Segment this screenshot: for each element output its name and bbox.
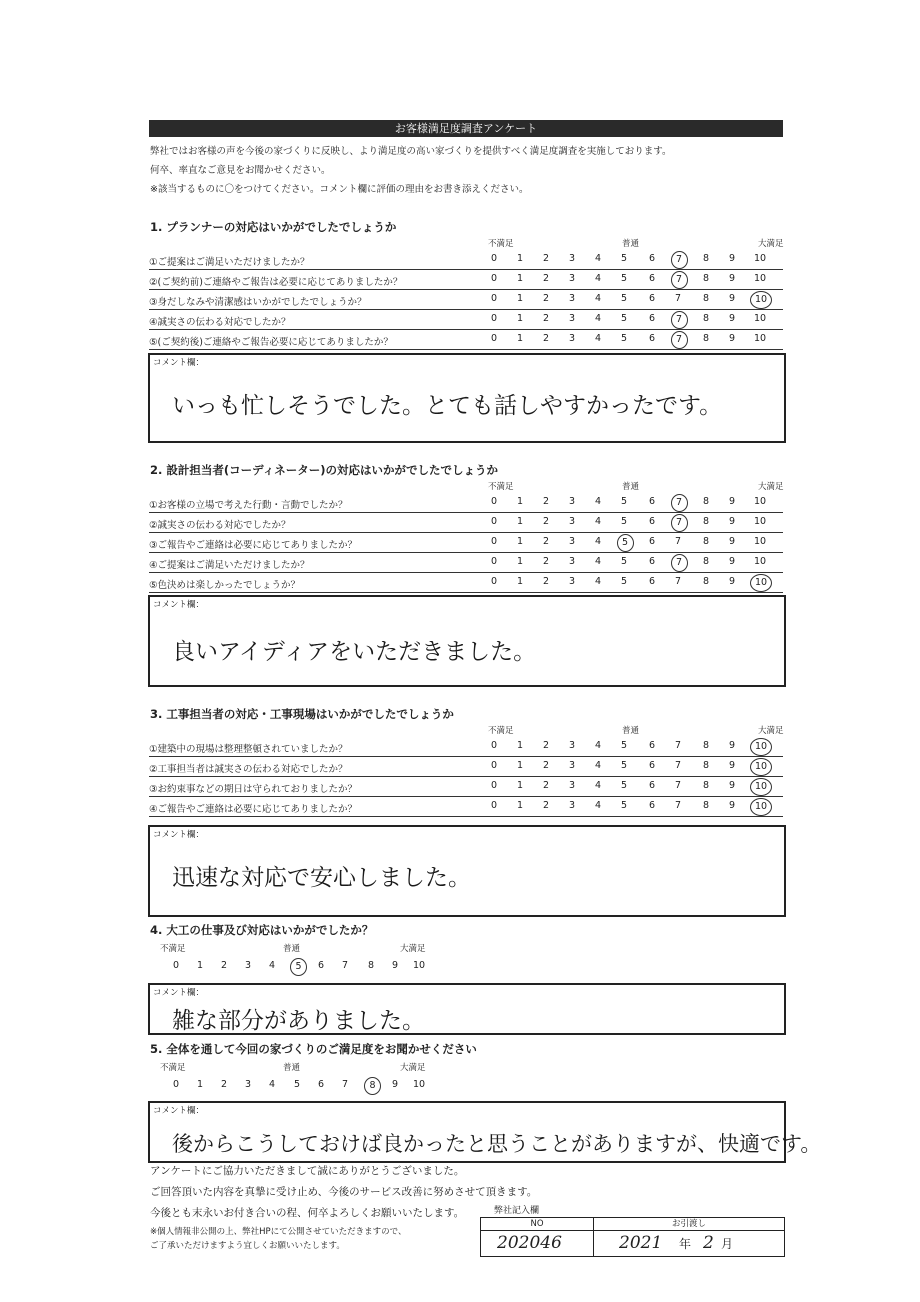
rating-option[interactable]: 0 (172, 960, 180, 971)
question-row (149, 331, 783, 350)
rating-option[interactable]: 4 (594, 496, 602, 507)
selected-rating-option[interactable]: 7 (671, 251, 688, 269)
rating-option[interactable]: 6 (648, 273, 656, 284)
scale-low-label: 不満足 (160, 1063, 186, 1073)
rating-option[interactable]: 8 (702, 496, 710, 507)
selected-rating-option[interactable]: 10 (750, 738, 772, 756)
rating-option[interactable]: 0 (490, 253, 498, 264)
no-header: NO (481, 1218, 593, 1231)
question-text: ③ご報告やご連絡は必要に応じてありましたか？ (149, 540, 358, 551)
footer-line-3: 今後とも末永いお付き合いの程、何卒よろしくお願いいたします。 (150, 1207, 465, 1219)
question-text: ⑤(ご契約後)ご連絡やご報告必要に応じてありましたか？ (149, 337, 393, 348)
question-text: ④ご報告やご連絡は必要に応じてありましたか？ (149, 804, 358, 815)
rating-option[interactable]: 2 (542, 740, 550, 751)
rating-option[interactable]: 9 (728, 556, 736, 567)
rating-option[interactable]: 2 (542, 273, 550, 284)
intro-line-3: ※該当するものに〇をつけてください。コメント欄に評価の理由をお書き添えください。 (150, 184, 529, 195)
rating-option[interactable]: 5 (620, 253, 628, 264)
handover-month: 2 (703, 1233, 714, 1253)
rating-option[interactable]: 9 (728, 740, 736, 751)
rating-option[interactable]: 0 (490, 273, 498, 284)
rating-option[interactable]: 1 (516, 253, 524, 264)
selected-rating-option[interactable]: 10 (750, 574, 772, 592)
rating-option[interactable]: 4 (268, 960, 276, 971)
rating-option[interactable]: 0 (490, 293, 498, 304)
rating-option[interactable]: 10 (753, 253, 767, 264)
rating-option[interactable]: 6 (648, 556, 656, 567)
rating-option[interactable]: 6 (648, 760, 656, 771)
question-text: ①建築中の現場は整理整頓されていましたか？ (149, 744, 348, 755)
selected-rating-option[interactable]: 7 (671, 554, 688, 572)
rating-option[interactable]: 4 (594, 253, 602, 264)
handover-header: お引渡し (594, 1218, 784, 1231)
selected-rating-option[interactable]: 10 (750, 798, 772, 816)
rating-option[interactable]: 7 (674, 740, 682, 751)
question-text: ①お客様の立場で考えた行動・言動でしたか？ (149, 500, 348, 511)
rating-option[interactable]: 1 (516, 516, 524, 527)
rating-option[interactable]: 2 (542, 536, 550, 547)
section-1-heading: 1. プランナーの対応はいかがでしたでしょうか (150, 220, 397, 234)
rating-option[interactable]: 3 (568, 780, 576, 791)
rating-option[interactable]: 3 (568, 536, 576, 547)
scale-low-label: 不満足 (488, 726, 514, 736)
rating-option[interactable]: 1 (196, 1079, 204, 1090)
section-4-comment-box[interactable] (148, 983, 786, 1035)
rating-option[interactable]: 9 (728, 576, 736, 587)
rating-option[interactable]: 10 (753, 516, 767, 527)
rating-option[interactable]: 7 (674, 576, 682, 587)
rating-option[interactable]: 10 (753, 536, 767, 547)
year-unit: 年 (679, 1237, 692, 1251)
rating-option[interactable]: 6 (648, 780, 656, 791)
comment-label: コメント欄： (153, 830, 205, 840)
rating-option[interactable]: 6 (317, 960, 325, 971)
rating-option[interactable]: 6 (648, 740, 656, 751)
rating-option[interactable]: 3 (568, 800, 576, 811)
section-2-comment-box[interactable] (148, 595, 786, 687)
rating-option[interactable]: 8 (702, 800, 710, 811)
question-text: ④ご提案はご満足いただけましたか？ (149, 560, 310, 571)
rating-option[interactable]: 7 (674, 536, 682, 547)
selected-rating-option[interactable]: 5 (617, 534, 634, 552)
rating-option[interactable]: 1 (516, 333, 524, 344)
rating-option[interactable]: 3 (568, 293, 576, 304)
question-row (149, 738, 783, 757)
rating-option[interactable]: 4 (594, 536, 602, 547)
rating-option[interactable]: 2 (542, 293, 550, 304)
rating-option[interactable]: 2 (220, 1079, 228, 1090)
rating-option[interactable]: 10 (412, 1079, 426, 1090)
comment-label: コメント欄： (153, 1106, 205, 1116)
section-3-comment-text: 迅速な対応で安心しました。 (172, 865, 471, 891)
rating-option[interactable]: 3 (244, 1079, 252, 1090)
rating-option[interactable]: 8 (367, 960, 375, 971)
rating-option[interactable]: 3 (568, 516, 576, 527)
rating-option[interactable]: 9 (728, 293, 736, 304)
rating-option[interactable]: 8 (702, 536, 710, 547)
selected-rating-option[interactable]: 7 (671, 494, 688, 512)
rating-option[interactable]: 6 (648, 516, 656, 527)
rating-option[interactable]: 8 (702, 293, 710, 304)
selected-rating-option[interactable]: 7 (671, 311, 688, 329)
rating-option[interactable]: 2 (542, 760, 550, 771)
selected-rating-option[interactable]: 7 (671, 271, 688, 289)
rating-option[interactable]: 6 (648, 333, 656, 344)
rating-option[interactable]: 1 (516, 556, 524, 567)
scale-mid-label: 普通 (622, 239, 640, 249)
rating-option[interactable]: 9 (728, 800, 736, 811)
rating-option[interactable]: 6 (648, 536, 656, 547)
section-2-comment-text: 良いアイディアをいただきました。 (172, 639, 537, 665)
rating-option[interactable]: 0 (490, 760, 498, 771)
rating-option[interactable]: 3 (568, 740, 576, 751)
rating-option[interactable]: 1 (516, 273, 524, 284)
scale-high-label: 大満足 (400, 944, 426, 954)
scale-mid-label: 普通 (622, 726, 640, 736)
rating-option[interactable]: 9 (728, 516, 736, 527)
selected-rating-option[interactable]: 7 (671, 514, 688, 532)
rating-option[interactable]: 2 (542, 496, 550, 507)
question-row (149, 778, 783, 797)
rating-option[interactable]: 6 (648, 253, 656, 264)
question-row (149, 758, 783, 777)
rating-option[interactable]: 4 (594, 516, 602, 527)
rating-option[interactable]: 3 (568, 313, 576, 324)
footer-line-1: アンケートにご協力いただきまして誠にありがとうございました。 (150, 1165, 465, 1177)
scale-low-label: 不満足 (488, 482, 514, 492)
selected-rating-option[interactable]: 5 (290, 958, 307, 976)
rating-option[interactable]: 4 (594, 740, 602, 751)
rating-option[interactable]: 4 (594, 556, 602, 567)
rating-option[interactable]: 9 (728, 760, 736, 771)
intro-line-1: 弊社ではお客様の声を今後の家づくりに反映し、より満足度の高い家づくりを提供すべく満足度調査を実施しております。 (150, 146, 672, 157)
question-text: ③身だしなみや清潔感はいかがでしたでしょうか？ (149, 297, 367, 308)
rating-option[interactable]: 10 (753, 333, 767, 344)
section-5-comment-text: 後からこうしておけば良かったと思うことがありますが、快適です。 (172, 1132, 822, 1156)
rating-option[interactable]: 8 (702, 253, 710, 264)
no-value: 202046 (497, 1233, 562, 1253)
rating-option[interactable]: 9 (728, 313, 736, 324)
rating-option[interactable]: 10 (412, 960, 426, 971)
rating-option[interactable]: 0 (490, 333, 498, 344)
rating-option[interactable]: 0 (490, 496, 498, 507)
footer-note-1: ※個人情報非公開の上、弊社HPにて公開させていただきますので、 (150, 1227, 407, 1237)
rating-option[interactable]: 4 (594, 333, 602, 344)
selected-rating-option[interactable]: 10 (750, 758, 772, 776)
rating-option[interactable]: 3 (244, 960, 252, 971)
rating-option[interactable]: 5 (620, 780, 628, 791)
rating-option[interactable]: 0 (490, 536, 498, 547)
section-5-comment-box[interactable] (148, 1101, 822, 1163)
scale-high-label: 大満足 (400, 1063, 426, 1073)
section-3-comment-box[interactable] (148, 825, 786, 917)
rating-option[interactable]: 0 (490, 516, 498, 527)
rating-option[interactable]: 8 (702, 760, 710, 771)
rating-option[interactable]: 6 (648, 293, 656, 304)
rating-option[interactable]: 0 (490, 740, 498, 751)
rating-option[interactable]: 1 (516, 800, 524, 811)
rating-option[interactable]: 10 (753, 273, 767, 284)
question-row (149, 494, 783, 513)
section-1-comment-text: いっも忙しそうでした。とても話しやすかったです。 (172, 393, 723, 419)
question-text: ②(ご契約前)ご連絡やご報告は必要に応じてありましたか？ (149, 277, 403, 288)
question-text: ③お約束事などの期日は守られておりましたか？ (149, 784, 358, 795)
question-row (149, 534, 783, 553)
question-row (149, 798, 783, 817)
rating-option[interactable]: 2 (542, 313, 550, 324)
rating-option[interactable]: 0 (490, 780, 498, 791)
question-row (149, 251, 783, 270)
month-unit: 月 (721, 1237, 734, 1251)
selected-rating-option[interactable]: 10 (750, 778, 772, 796)
rating-option[interactable]: 3 (568, 760, 576, 771)
rating-option[interactable]: 2 (542, 576, 550, 587)
scale-mid-label: 普通 (622, 482, 640, 492)
question-row (149, 291, 783, 310)
rating-option[interactable]: 3 (568, 556, 576, 567)
question-text: ④誠実さの伝わる対応でしたか？ (149, 317, 291, 328)
question-row (149, 554, 783, 573)
rating-option[interactable]: 5 (620, 496, 628, 507)
handover-year: 2021 (619, 1233, 663, 1253)
selected-rating-option[interactable]: 8 (364, 1077, 381, 1095)
scale-high-label: 大満足 (758, 239, 784, 249)
survey-title: お客様満足度調査アンケート (149, 120, 783, 137)
question-row (149, 271, 783, 290)
rating-option[interactable]: 0 (490, 576, 498, 587)
rating-option[interactable]: 6 (648, 800, 656, 811)
rating-option[interactable]: 5 (620, 516, 628, 527)
rating-option[interactable]: 6 (648, 496, 656, 507)
rating-option[interactable]: 7 (341, 960, 349, 971)
rating-option[interactable]: 2 (542, 333, 550, 344)
question-text: ⑤色決めは楽しかったでしょうか？ (149, 580, 301, 591)
rating-option[interactable]: 4 (594, 293, 602, 304)
rating-option[interactable]: 1 (516, 313, 524, 324)
rating-option[interactable]: 8 (702, 313, 710, 324)
rating-option[interactable]: 4 (594, 800, 602, 811)
rating-option[interactable]: 4 (268, 1079, 276, 1090)
rating-option[interactable]: 4 (594, 760, 602, 771)
rating-option[interactable]: 5 (620, 293, 628, 304)
section-2-heading: 2. 設計担当者(コーディネーター)の対応はいかがでしたでしょうか (150, 463, 498, 477)
rating-option[interactable]: 9 (728, 536, 736, 547)
question-text: ②工事担当者は誠実さの伝わる対応でしたか？ (149, 764, 348, 775)
scale-high-label: 大満足 (758, 482, 784, 492)
rating-option[interactable]: 5 (620, 740, 628, 751)
question-row (149, 311, 783, 330)
rating-option[interactable]: 1 (196, 960, 204, 971)
rating-option[interactable]: 8 (702, 333, 710, 344)
question-text: ①ご提案はご満足いただけましたか？ (149, 257, 310, 268)
rating-option[interactable]: 3 (568, 496, 576, 507)
rating-option[interactable]: 1 (516, 780, 524, 791)
intro-line-2: 何卒、率直なご意見をお聞かせください。 (150, 165, 331, 176)
section-3-heading: 3. 工事担当者の対応・工事現場はいかがでしたでしょうか (150, 707, 454, 721)
rating-option[interactable]: 4 (594, 780, 602, 791)
rating-option[interactable]: 9 (728, 333, 736, 344)
rating-option[interactable]: 7 (674, 780, 682, 791)
rating-option[interactable]: 3 (568, 333, 576, 344)
rating-option[interactable]: 10 (753, 313, 767, 324)
rating-option[interactable]: 2 (542, 253, 550, 264)
question-row (149, 574, 783, 593)
rating-option[interactable]: 9 (728, 496, 736, 507)
rating-option[interactable]: 6 (648, 576, 656, 587)
rating-option[interactable]: 10 (753, 556, 767, 567)
rating-option[interactable]: 1 (516, 293, 524, 304)
scale-mid-label: 普通 (283, 1063, 301, 1073)
rating-option[interactable]: 8 (702, 576, 710, 587)
rating-option[interactable]: 7 (674, 800, 682, 811)
rating-option[interactable]: 5 (620, 313, 628, 324)
rating-option[interactable]: 1 (516, 496, 524, 507)
rating-option[interactable]: 2 (542, 780, 550, 791)
rating-option[interactable]: 9 (391, 1079, 399, 1090)
question-text: ②誠実さの伝わる対応でしたか？ (149, 520, 291, 531)
rating-option[interactable]: 0 (490, 556, 498, 567)
rating-option[interactable]: 9 (728, 273, 736, 284)
rating-option[interactable]: 0 (490, 800, 498, 811)
rating-option[interactable]: 5 (620, 760, 628, 771)
rating-option[interactable]: 3 (568, 576, 576, 587)
rating-option[interactable]: 2 (542, 556, 550, 567)
office-use-label: 弊社記入欄 (494, 1206, 540, 1216)
rating-option[interactable]: 1 (516, 536, 524, 547)
selected-rating-option[interactable]: 10 (750, 291, 772, 309)
rating-option[interactable]: 0 (172, 1079, 180, 1090)
rating-option[interactable]: 6 (317, 1079, 325, 1090)
rating-option[interactable]: 9 (391, 960, 399, 971)
rating-option[interactable]: 3 (568, 253, 576, 264)
section-5-heading: 5. 全体を通して今回の家づくりのご満足度をお聞かせください (150, 1042, 477, 1056)
rating-option[interactable]: 4 (594, 576, 602, 587)
question-row (149, 514, 783, 533)
rating-option[interactable]: 4 (594, 273, 602, 284)
rating-option[interactable]: 4 (594, 313, 602, 324)
rating-option[interactable]: 7 (341, 1079, 349, 1090)
rating-option[interactable]: 6 (648, 313, 656, 324)
rating-option[interactable]: 2 (542, 800, 550, 811)
rating-option[interactable]: 5 (620, 273, 628, 284)
rating-option[interactable]: 0 (490, 313, 498, 324)
rating-option[interactable]: 10 (753, 496, 767, 507)
rating-option[interactable]: 5 (620, 333, 628, 344)
rating-option[interactable]: 7 (674, 760, 682, 771)
rating-option[interactable]: 1 (516, 576, 524, 587)
rating-option[interactable]: 1 (516, 740, 524, 751)
rating-option[interactable]: 5 (620, 800, 628, 811)
scale-low-label: 不満足 (160, 944, 186, 954)
footer-line-2: ご回答頂いた内容を真摯に受け止め、今後のサービス改善に努めさせて頂きます。 (150, 1186, 538, 1198)
footer-note-2: ご了承いただけますよう宜しくお願いいたします。 (150, 1241, 345, 1251)
section-1-comment-box[interactable] (148, 353, 786, 443)
rating-option[interactable]: 5 (293, 1079, 301, 1090)
rating-option[interactable]: 8 (702, 556, 710, 567)
rating-option[interactable]: 7 (674, 293, 682, 304)
comment-label: コメント欄： (153, 600, 205, 610)
rating-option[interactable]: 1 (516, 760, 524, 771)
scale-low-label: 不満足 (488, 239, 514, 249)
rating-option[interactable]: 8 (702, 740, 710, 751)
rating-option[interactable]: 2 (542, 516, 550, 527)
rating-option[interactable]: 2 (220, 960, 228, 971)
comment-label: コメント欄： (153, 988, 205, 998)
rating-option[interactable]: 5 (620, 576, 628, 587)
rating-option[interactable]: 5 (620, 556, 628, 567)
rating-option[interactable]: 8 (702, 780, 710, 791)
rating-option[interactable]: 9 (728, 253, 736, 264)
office-use-table (480, 1217, 785, 1257)
rating-option[interactable]: 8 (702, 516, 710, 527)
table-divider (593, 1218, 594, 1256)
section-4-comment-text: 雑な部分がありました。 (172, 1008, 425, 1034)
rating-option[interactable]: 8 (702, 273, 710, 284)
scale-mid-label: 普通 (283, 944, 301, 954)
section-4-heading: 4. 大工の仕事及び対応はいかがでしたか？ (150, 923, 374, 937)
selected-rating-option[interactable]: 7 (671, 331, 688, 349)
comment-label: コメント欄： (153, 358, 205, 368)
scale-high-label: 大満足 (758, 726, 784, 736)
rating-option[interactable]: 3 (568, 273, 576, 284)
rating-option[interactable]: 9 (728, 780, 736, 791)
